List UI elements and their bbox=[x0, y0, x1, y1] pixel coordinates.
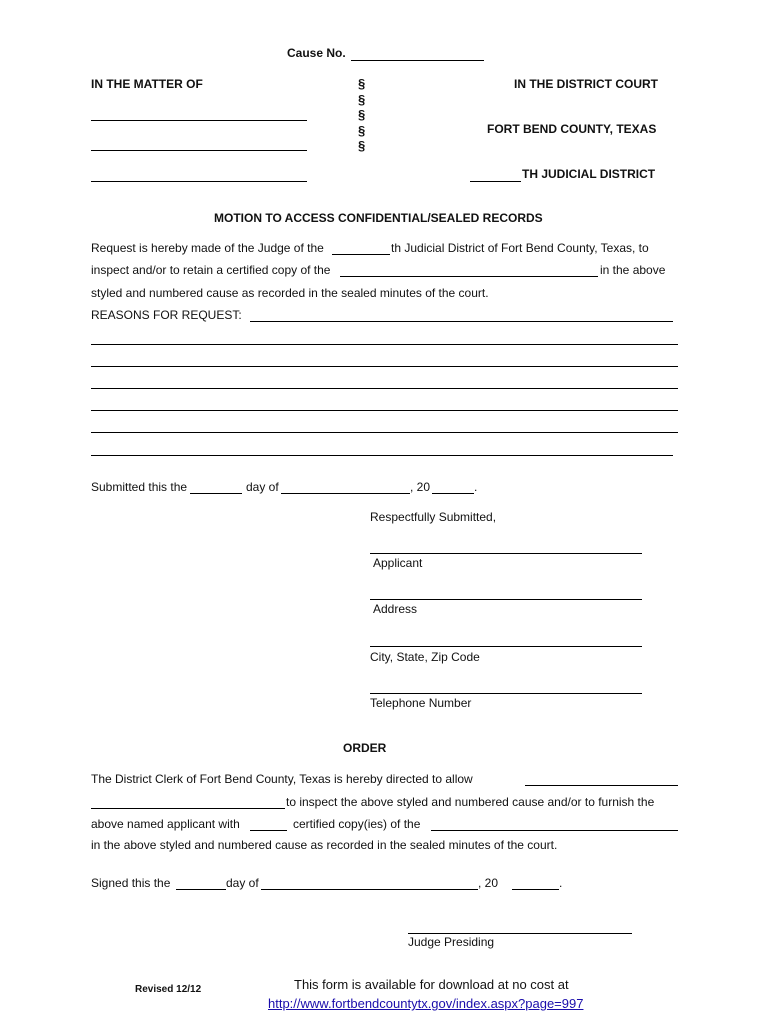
signed-text-c: , 20 bbox=[478, 876, 499, 890]
cause-no-line[interactable] bbox=[351, 60, 484, 61]
revised-note: Revised 12/12 bbox=[135, 984, 202, 995]
reasons-line-2[interactable] bbox=[91, 366, 678, 367]
reasons-line-0[interactable] bbox=[250, 321, 673, 322]
signed-month-line[interactable] bbox=[261, 889, 478, 890]
section-symbol: § bbox=[358, 122, 366, 138]
submitted-day-line[interactable] bbox=[190, 493, 242, 494]
district-court-heading: IN THE DISTRICT COURT bbox=[514, 77, 658, 91]
party-line-3[interactable] bbox=[91, 181, 307, 182]
download-link[interactable]: http://www.fortbendcountytx.gov/index.aspx?page=997 bbox=[268, 996, 584, 1011]
city-state-zip-line[interactable] bbox=[370, 646, 642, 647]
applicant-line[interactable] bbox=[370, 553, 642, 554]
submitted-text-b: day of bbox=[246, 480, 279, 494]
city-state-zip-label: City, State, Zip Code bbox=[370, 650, 480, 664]
motion-title: MOTION TO ACCESS CONFIDENTIAL/SEALED RECORDS bbox=[214, 211, 543, 225]
section-symbol: § bbox=[358, 107, 366, 122]
section-symbol: § bbox=[358, 138, 366, 153]
judicial-number-line[interactable] bbox=[332, 254, 390, 255]
signed-year-line[interactable] bbox=[512, 889, 559, 890]
motion-line-2a: inspect and/or to retain a certified copy of the bbox=[91, 263, 331, 277]
record-description-line[interactable] bbox=[340, 276, 598, 277]
signed-day-line[interactable] bbox=[176, 889, 226, 890]
signed-text-d: . bbox=[559, 876, 563, 890]
submitted-year-line[interactable] bbox=[432, 493, 474, 494]
reasons-line-1[interactable] bbox=[91, 344, 678, 345]
order-line-1: The District Clerk of Fort Bend County, Texas is hereby directed to allow bbox=[91, 772, 473, 786]
applicant-label: Applicant bbox=[373, 556, 423, 570]
in-the-matter-of: IN THE MATTER OF bbox=[91, 77, 203, 91]
judge-signature-line[interactable] bbox=[408, 933, 632, 934]
judge-presiding-label: Judge Presiding bbox=[408, 935, 495, 949]
judicial-district-heading: TH JUDICIAL DISTRICT bbox=[522, 167, 656, 181]
party-line-2[interactable] bbox=[91, 150, 307, 151]
order-line-3b: certified copy(ies) of the bbox=[293, 817, 421, 831]
order-title: ORDER bbox=[343, 741, 387, 755]
motion-line-2b: in the above bbox=[600, 263, 666, 277]
signed-text-a: Signed this the bbox=[91, 876, 171, 890]
section-symbols bbox=[358, 76, 365, 154]
download-note: This form is available for download at no cost at bbox=[294, 977, 569, 992]
order-record-line[interactable] bbox=[431, 830, 678, 831]
order-line-3a: above named applicant with bbox=[91, 817, 240, 831]
respectfully-submitted: Respectfully Submitted, bbox=[370, 510, 497, 524]
cause-no-label: Cause No. bbox=[287, 46, 346, 60]
submitted-month-line[interactable] bbox=[281, 493, 410, 494]
reasons-line-6[interactable] bbox=[91, 455, 673, 456]
submitted-text-c: , 20 bbox=[410, 480, 431, 494]
signed-text-b: day of bbox=[226, 876, 259, 890]
motion-line-1a: Request is hereby made of the Judge of the bbox=[91, 241, 324, 255]
order-line-2: to inspect the above styled and numbered cause and/or to furnish the bbox=[286, 795, 655, 809]
reasons-line-4[interactable] bbox=[91, 410, 678, 411]
reasons-line-3[interactable] bbox=[91, 388, 678, 389]
reasons-label: REASONS FOR REQUEST: bbox=[91, 308, 242, 322]
telephone-line[interactable] bbox=[370, 693, 642, 694]
district-number-line[interactable] bbox=[470, 181, 521, 182]
submitted-text-a: Submitted this the bbox=[91, 480, 188, 494]
allowed-person-line[interactable] bbox=[525, 785, 678, 786]
motion-line-1b: th Judicial District of Fort Bend County, Texas, to bbox=[391, 241, 649, 255]
allowed-person-line-2[interactable] bbox=[91, 808, 285, 809]
address-line[interactable] bbox=[370, 599, 642, 600]
order-line-4: in the above styled and numbered cause as recorded in the sealed minutes of the court. bbox=[91, 838, 558, 852]
section-symbol: § bbox=[358, 91, 366, 107]
copies-count-line[interactable] bbox=[250, 830, 287, 831]
reasons-line-5[interactable] bbox=[91, 432, 678, 433]
address-label: Address bbox=[373, 602, 418, 616]
county-heading: FORT BEND COUNTY, TEXAS bbox=[487, 122, 657, 136]
motion-line-3: styled and numbered cause as recorded in the sealed minutes of the court. bbox=[91, 286, 489, 300]
party-line-1[interactable] bbox=[91, 120, 307, 121]
telephone-label: Telephone Number bbox=[370, 696, 472, 710]
section-symbol: § bbox=[358, 76, 366, 91]
submitted-text-d: . bbox=[474, 480, 478, 494]
